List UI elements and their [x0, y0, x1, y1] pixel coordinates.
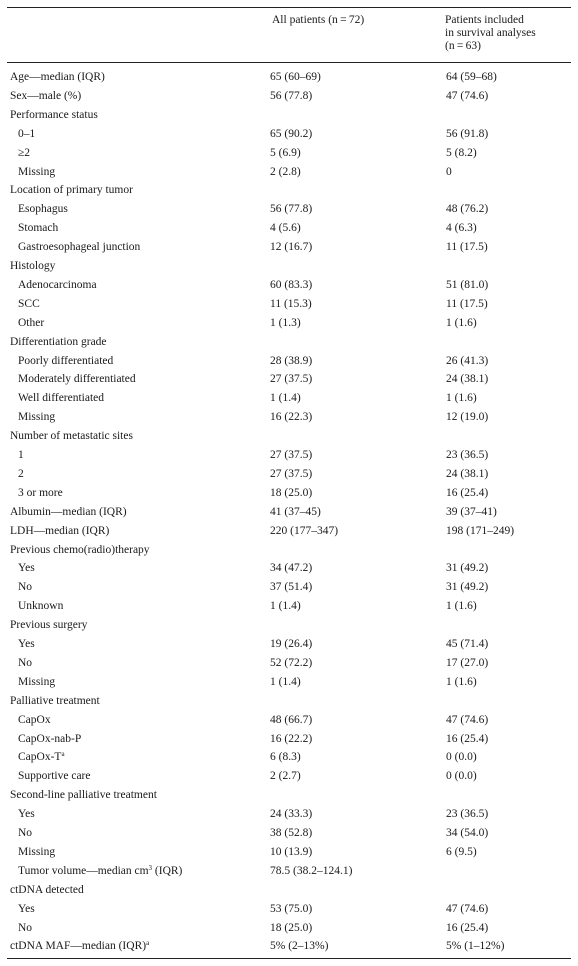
table-row	[0, 825, 578, 842]
all-patients-value: 41 (37–45)	[270, 505, 321, 518]
survival-patients-value: 16 (25.4)	[446, 921, 489, 934]
row-label	[18, 239, 140, 256]
table-row	[0, 579, 578, 596]
row-label	[18, 901, 35, 918]
row-label	[18, 731, 81, 748]
table-row	[0, 731, 578, 748]
row-label-text: No	[18, 921, 33, 934]
row-label	[18, 863, 182, 880]
survival-patients-value: 47 (74.6)	[446, 713, 489, 726]
all-patients-value: 18 (25.0)	[270, 486, 313, 499]
row-label-suffix: (IQR)	[152, 864, 183, 877]
header-survival-line-1: Patients included	[445, 14, 524, 26]
row-label-text: Missing	[18, 675, 56, 688]
row-label	[10, 334, 107, 351]
row-label	[10, 938, 149, 955]
row-label	[18, 201, 68, 218]
row-label	[10, 617, 87, 634]
row-label-text: Yes	[18, 808, 35, 821]
row-label-text: No	[18, 656, 33, 669]
row-label-text: No	[18, 581, 33, 594]
row-label-text: No	[18, 827, 33, 839]
row-label-text: Missing	[18, 165, 56, 178]
table-row	[0, 258, 578, 275]
row-label-text: ctDNA MAF—median (IQR)	[10, 940, 147, 953]
survival-patients-value: 47 (74.6)	[446, 902, 489, 915]
row-label-text: Tumor volume—median cm	[18, 864, 149, 877]
row-label-text: Previous chemo(radio)therapy	[10, 543, 150, 556]
row-label-text: Previous surgery	[10, 619, 88, 632]
top-rule	[7, 7, 571, 8]
table-row	[0, 749, 578, 766]
row-label-text: SCC	[18, 297, 40, 310]
table-row	[0, 201, 578, 218]
row-label-text: CapOx-nab-P	[18, 732, 82, 745]
row-label	[10, 107, 98, 124]
row-label-text: Number of metastatic sites	[10, 430, 133, 443]
row-label-text: Sex—male (%)	[10, 89, 82, 102]
survival-patients-value: 1 (1.6)	[446, 392, 477, 405]
table-row	[0, 882, 578, 899]
table-row	[0, 107, 578, 124]
table-row	[0, 523, 578, 540]
all-patients-value: 27 (37.5)	[270, 467, 313, 480]
row-label	[10, 258, 55, 275]
row-label-text: Unknown	[18, 600, 64, 613]
survival-patients-value: 16 (25.4)	[446, 486, 489, 499]
table-row	[0, 145, 578, 162]
table-row	[0, 617, 578, 634]
table-row	[0, 447, 578, 464]
all-patients-value: 65 (90.2)	[270, 127, 313, 140]
row-label-superscript: a	[146, 939, 150, 948]
table-row	[0, 69, 578, 86]
row-label-text: Moderately differentiated	[18, 373, 136, 386]
survival-patients-value: 0	[446, 165, 452, 178]
table-row	[0, 409, 578, 426]
header-all-patients: All patients (n = 72)	[272, 14, 365, 26]
survival-patients-value: 51 (81.0)	[446, 278, 489, 291]
row-label	[18, 371, 136, 388]
table-row	[0, 164, 578, 181]
row-label	[18, 579, 32, 596]
table-row	[0, 863, 578, 880]
survival-patients-value: 5% (1–12%)	[446, 940, 505, 953]
row-label-text: 1	[18, 449, 24, 461]
all-patients-value: 78.5 (38.2–124.1)	[270, 864, 353, 877]
row-label	[18, 825, 32, 842]
table-row	[0, 787, 578, 804]
row-label	[18, 768, 91, 785]
survival-patients-value: 11 (17.5)	[446, 297, 488, 310]
row-label-text: 2	[18, 467, 24, 480]
survival-patients-value: 64 (59–68)	[446, 71, 497, 83]
row-label-text: 3 or more	[18, 486, 63, 499]
table-row	[0, 239, 578, 256]
all-patients-value: 27 (37.5)	[270, 449, 313, 461]
row-label	[18, 390, 104, 407]
row-label-text: Gastroesophageal junction	[18, 241, 141, 254]
row-label	[18, 353, 113, 370]
all-patients-value: 56 (77.8)	[270, 89, 313, 102]
row-label	[18, 409, 55, 426]
row-label	[18, 220, 58, 237]
row-label-text: CapOx	[18, 713, 51, 726]
survival-patients-value: 6 (9.5)	[446, 845, 477, 858]
row-label	[18, 560, 35, 577]
all-patients-value: 16 (22.2)	[270, 732, 313, 745]
header-survival-line-2: in survival analyses	[445, 27, 536, 39]
row-label	[10, 428, 133, 445]
survival-patients-value: 0 (0.0)	[446, 751, 477, 764]
all-patients-value: 5 (6.9)	[270, 146, 301, 159]
row-label	[18, 655, 32, 672]
table-row	[0, 938, 578, 955]
table-row	[0, 182, 578, 199]
table-row	[0, 901, 578, 918]
table-row	[0, 428, 578, 445]
all-patients-value: 65 (60–69)	[270, 71, 321, 83]
all-patients-value: 4 (5.6)	[270, 222, 301, 235]
bottom-rule	[7, 958, 571, 959]
table-row	[0, 466, 578, 483]
all-patients-value: 27 (37.5)	[270, 373, 313, 386]
all-patients-value: 24 (33.3)	[270, 808, 313, 821]
row-label	[18, 920, 32, 937]
row-label	[10, 504, 127, 521]
table-row	[0, 390, 578, 407]
all-patients-value: 38 (52.8)	[270, 827, 313, 839]
row-label-text: Poorly differentiated	[18, 354, 114, 367]
row-label	[18, 636, 35, 653]
row-label	[18, 712, 51, 729]
table-row	[0, 126, 578, 143]
survival-patients-value: 16 (25.4)	[446, 732, 489, 745]
table-row	[0, 277, 578, 294]
survival-patients-value: 1 (1.6)	[446, 600, 477, 613]
row-label	[10, 882, 84, 899]
survival-patients-value: 23 (36.5)	[446, 449, 489, 461]
table-row	[0, 334, 578, 351]
row-label	[18, 485, 63, 502]
row-label-text: ctDNA detected	[10, 883, 84, 896]
row-label	[18, 466, 24, 483]
survival-patients-value: 39 (37–41)	[446, 505, 497, 518]
table-row	[0, 504, 578, 521]
row-label-text: ≥2	[18, 146, 31, 159]
row-label	[18, 598, 63, 615]
all-patients-value: 60 (83.3)	[270, 278, 313, 291]
row-label-superscript: a	[61, 750, 65, 759]
all-patients-value: 16 (22.3)	[270, 411, 313, 424]
row-label-text: Palliative treatment	[10, 694, 100, 707]
all-patients-value: 37 (51.4)	[270, 581, 313, 594]
row-label	[18, 315, 44, 332]
table-row	[0, 920, 578, 937]
survival-patients-value: 31 (49.2)	[446, 581, 489, 594]
row-label	[10, 693, 100, 710]
table-row	[0, 88, 578, 105]
all-patients-value: 53 (75.0)	[270, 902, 313, 915]
survival-patients-value: 11 (17.5)	[446, 241, 488, 254]
row-label	[10, 88, 81, 105]
table-row	[0, 485, 578, 502]
survival-patients-value: 1 (1.6)	[446, 675, 477, 688]
survival-patients-value: 24 (38.1)	[446, 467, 489, 480]
row-label-text: Second-line palliative treatment	[10, 789, 157, 802]
table-row	[0, 768, 578, 785]
survival-patients-value: 34 (54.0)	[446, 827, 489, 839]
table-row	[0, 693, 578, 710]
row-label	[18, 749, 65, 766]
row-label-text: Yes	[18, 638, 35, 650]
row-label-text: LDH—median (IQR)	[10, 524, 110, 537]
row-label	[18, 844, 55, 861]
header-rule	[7, 62, 571, 63]
survival-patients-value: 4 (6.3)	[446, 222, 477, 235]
row-label	[18, 126, 35, 143]
row-label-text: Location of primary tumor	[10, 184, 133, 197]
row-label-text: Histology	[10, 260, 56, 272]
row-label-text: Performance status	[10, 108, 98, 121]
all-patients-value: 5% (2–13%)	[270, 940, 329, 953]
row-label	[18, 164, 55, 181]
all-patients-value: 2 (2.7)	[270, 770, 301, 783]
row-label-text: Yes	[18, 562, 35, 575]
row-label	[10, 542, 150, 559]
all-patients-value: 1 (1.4)	[270, 600, 301, 613]
survival-patients-value: 198 (171–249)	[446, 524, 515, 537]
survival-patients-value: 17 (27.0)	[446, 656, 489, 669]
row-label-text: Albumin—median (IQR)	[10, 505, 127, 518]
table-row	[0, 220, 578, 237]
table-row	[0, 542, 578, 559]
all-patients-value: 11 (15.3)	[270, 297, 312, 310]
row-label-text: Well differentiated	[18, 392, 105, 405]
row-label-text: Yes	[18, 902, 35, 915]
survival-patients-value: 23 (36.5)	[446, 808, 489, 821]
table-row	[0, 844, 578, 861]
row-label	[18, 145, 30, 162]
row-label-text: Missing	[18, 845, 56, 858]
all-patients-value: 6 (8.3)	[270, 751, 301, 764]
table-row	[0, 371, 578, 388]
all-patients-value: 48 (66.7)	[270, 713, 313, 726]
row-label-text: Other	[18, 316, 45, 329]
table-row	[0, 674, 578, 691]
survival-patients-value: 12 (19.0)	[446, 411, 489, 424]
row-label	[10, 182, 133, 199]
row-label-text: Adenocarcinoma	[18, 278, 97, 291]
row-label-text: CapOx-T	[18, 751, 62, 764]
row-label-text: Age—median (IQR)	[10, 71, 105, 83]
all-patients-value: 18 (25.0)	[270, 921, 313, 934]
row-label	[18, 674, 55, 691]
survival-patients-value: 47 (74.6)	[446, 89, 489, 102]
all-patients-value: 10 (13.9)	[270, 845, 313, 858]
row-label-text: Differentiation grade	[10, 335, 107, 348]
row-label-text: Stomach	[18, 222, 59, 235]
survival-patients-value: 31 (49.2)	[446, 562, 489, 575]
survival-patients-value: 0 (0.0)	[446, 770, 477, 783]
row-label	[18, 277, 97, 294]
survival-patients-value: 24 (38.1)	[446, 373, 489, 386]
all-patients-value: 1 (1.4)	[270, 675, 301, 688]
row-label	[18, 296, 40, 313]
all-patients-value: 52 (72.2)	[270, 656, 313, 669]
row-label	[10, 523, 109, 540]
all-patients-value: 34 (47.2)	[270, 562, 313, 575]
all-patients-value: 28 (38.9)	[270, 354, 313, 367]
all-patients-value: 56 (77.8)	[270, 203, 313, 216]
row-label-text: Missing	[18, 411, 56, 424]
header-survival-patients	[445, 14, 536, 53]
row-label-superscript: 3	[148, 863, 153, 872]
table-row	[0, 655, 578, 672]
header-survival-line-3: (n = 63)	[445, 40, 481, 52]
table-row	[0, 560, 578, 577]
table-row	[0, 598, 578, 615]
table-row	[0, 353, 578, 370]
row-label	[18, 806, 35, 823]
table-row	[0, 806, 578, 823]
survival-patients-value: 48 (76.2)	[446, 203, 489, 216]
survival-patients-value: 26 (41.3)	[446, 354, 489, 367]
row-label	[10, 69, 105, 86]
all-patients-value: 1 (1.4)	[270, 392, 301, 405]
row-label-text: Esophagus	[18, 203, 68, 216]
all-patients-value: 19 (26.4)	[270, 638, 313, 650]
row-label	[18, 447, 24, 464]
row-label-text: 0–1	[18, 127, 36, 140]
all-patients-value: 12 (16.7)	[270, 241, 313, 254]
survival-patients-value: 45 (71.4)	[446, 638, 489, 650]
table-row	[0, 712, 578, 729]
all-patients-value: 220 (177–347)	[270, 524, 339, 537]
table-row	[0, 636, 578, 653]
survival-patients-value: 56 (91.8)	[446, 127, 489, 140]
survival-patients-value: 1 (1.6)	[446, 316, 477, 329]
row-label-text: Supportive care	[18, 770, 91, 783]
all-patients-value: 2 (2.8)	[270, 165, 301, 178]
all-patients-value: 1 (1.3)	[270, 316, 301, 329]
row-label	[10, 787, 157, 804]
survival-patients-value: 5 (8.2)	[446, 146, 477, 159]
table-row	[0, 315, 578, 332]
table-row	[0, 296, 578, 313]
